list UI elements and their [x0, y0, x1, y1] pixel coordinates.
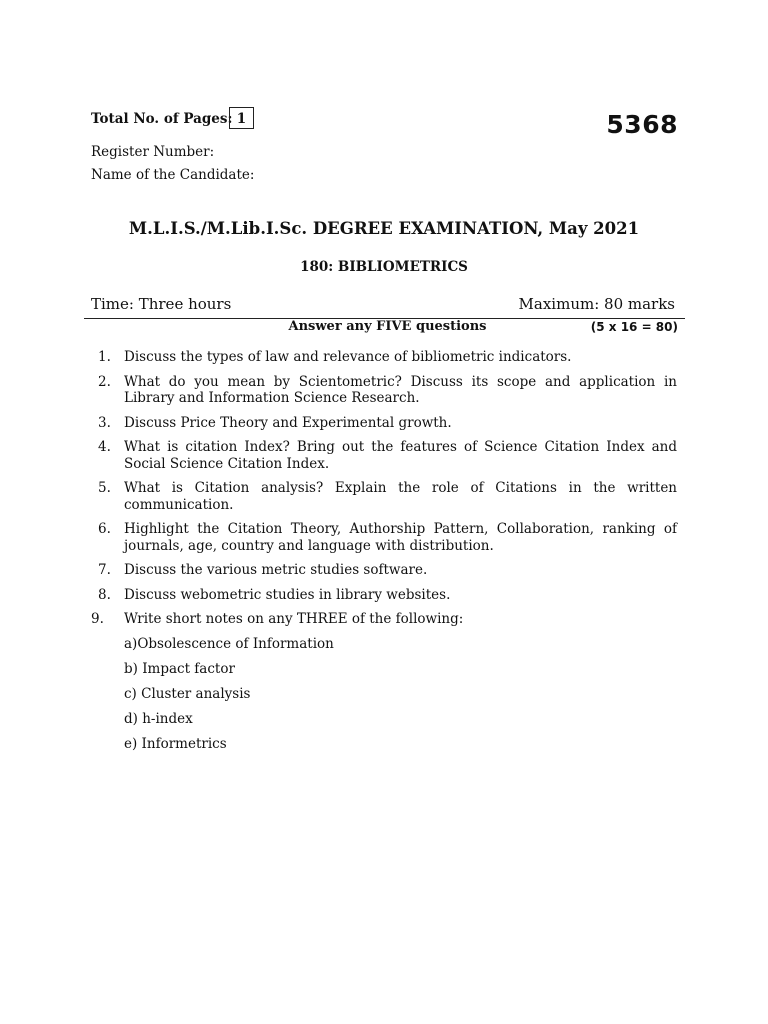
question-number: 6. — [98, 521, 111, 537]
question-text: Discuss the various metric studies software. — [124, 562, 428, 578]
question-item — [91, 587, 677, 604]
max-marks: Maximum: 80 marks — [518, 295, 675, 313]
short-note-item: a)Obsolescence of Information — [124, 635, 334, 652]
question-item — [91, 521, 677, 554]
question-text: Discuss Price Theory and Experimental growth. — [124, 414, 452, 431]
exam-duration: Time: Three hours — [91, 295, 232, 313]
short-notes-options — [124, 636, 677, 753]
question-number: 2. — [98, 373, 111, 390]
exam-title: M.L.I.S./M.Lib.I.Sc. DEGREE EXAMINATION, May 2021 — [128, 219, 640, 238]
question-number: 5. — [98, 480, 111, 496]
question-item — [91, 439, 677, 472]
question-number: 7. — [98, 562, 111, 578]
candidate-name-label: Name of the Candidate: — [91, 167, 255, 183]
question-item — [91, 480, 677, 513]
total-pages-value: 1 — [229, 107, 254, 129]
marks-scheme: (5 x 16 = 80) — [590, 320, 678, 334]
question-text: Highlight the Citation Theory, Authorship Pattern, Collaboration, ranking of journals, age, country and language with distribution. — [124, 521, 677, 554]
paper-title: 180: BIBLIOMETRICS — [300, 259, 468, 275]
question-number: 3. — [98, 414, 111, 431]
short-note-item: d) h-index — [124, 710, 193, 727]
question-text: What do you mean by Scientometric? Discuss its scope and application in Library and Information Science Research. — [124, 373, 677, 406]
question-item — [91, 374, 677, 407]
question-text: Discuss the types of law and relevance of bibliometric indicators. — [124, 349, 572, 365]
question-text: Write short notes on any THREE of the following: — [124, 611, 464, 627]
question-item — [91, 562, 677, 579]
question-text: Discuss webometric studies in library websites. — [124, 586, 451, 603]
question-item — [91, 349, 677, 366]
instruction: Answer any FIVE questions — [288, 319, 487, 334]
question-text: What is citation Index? Bring out the features of Science Citation Index and Social Science Citation Index. — [124, 439, 677, 472]
question-text: What is Citation analysis? Explain the role of Citations in the written communication. — [124, 480, 677, 513]
question-number: 1. — [98, 349, 111, 365]
register-number-label: Register Number: — [91, 144, 215, 160]
total-pages-label: Total No. of Pages: — [91, 111, 233, 127]
question-item — [91, 415, 677, 432]
question-number: 4. — [98, 439, 111, 455]
short-note-item: b) Impact factor — [124, 660, 235, 677]
question-list — [91, 349, 677, 761]
paper-code: 5368 — [606, 110, 678, 139]
question-number: 8. — [98, 586, 111, 603]
question-number: 9. — [91, 611, 104, 627]
short-note-item: c) Cluster analysis — [124, 685, 251, 702]
question-item — [91, 611, 677, 628]
short-note-item: e) Informetrics — [124, 735, 227, 752]
